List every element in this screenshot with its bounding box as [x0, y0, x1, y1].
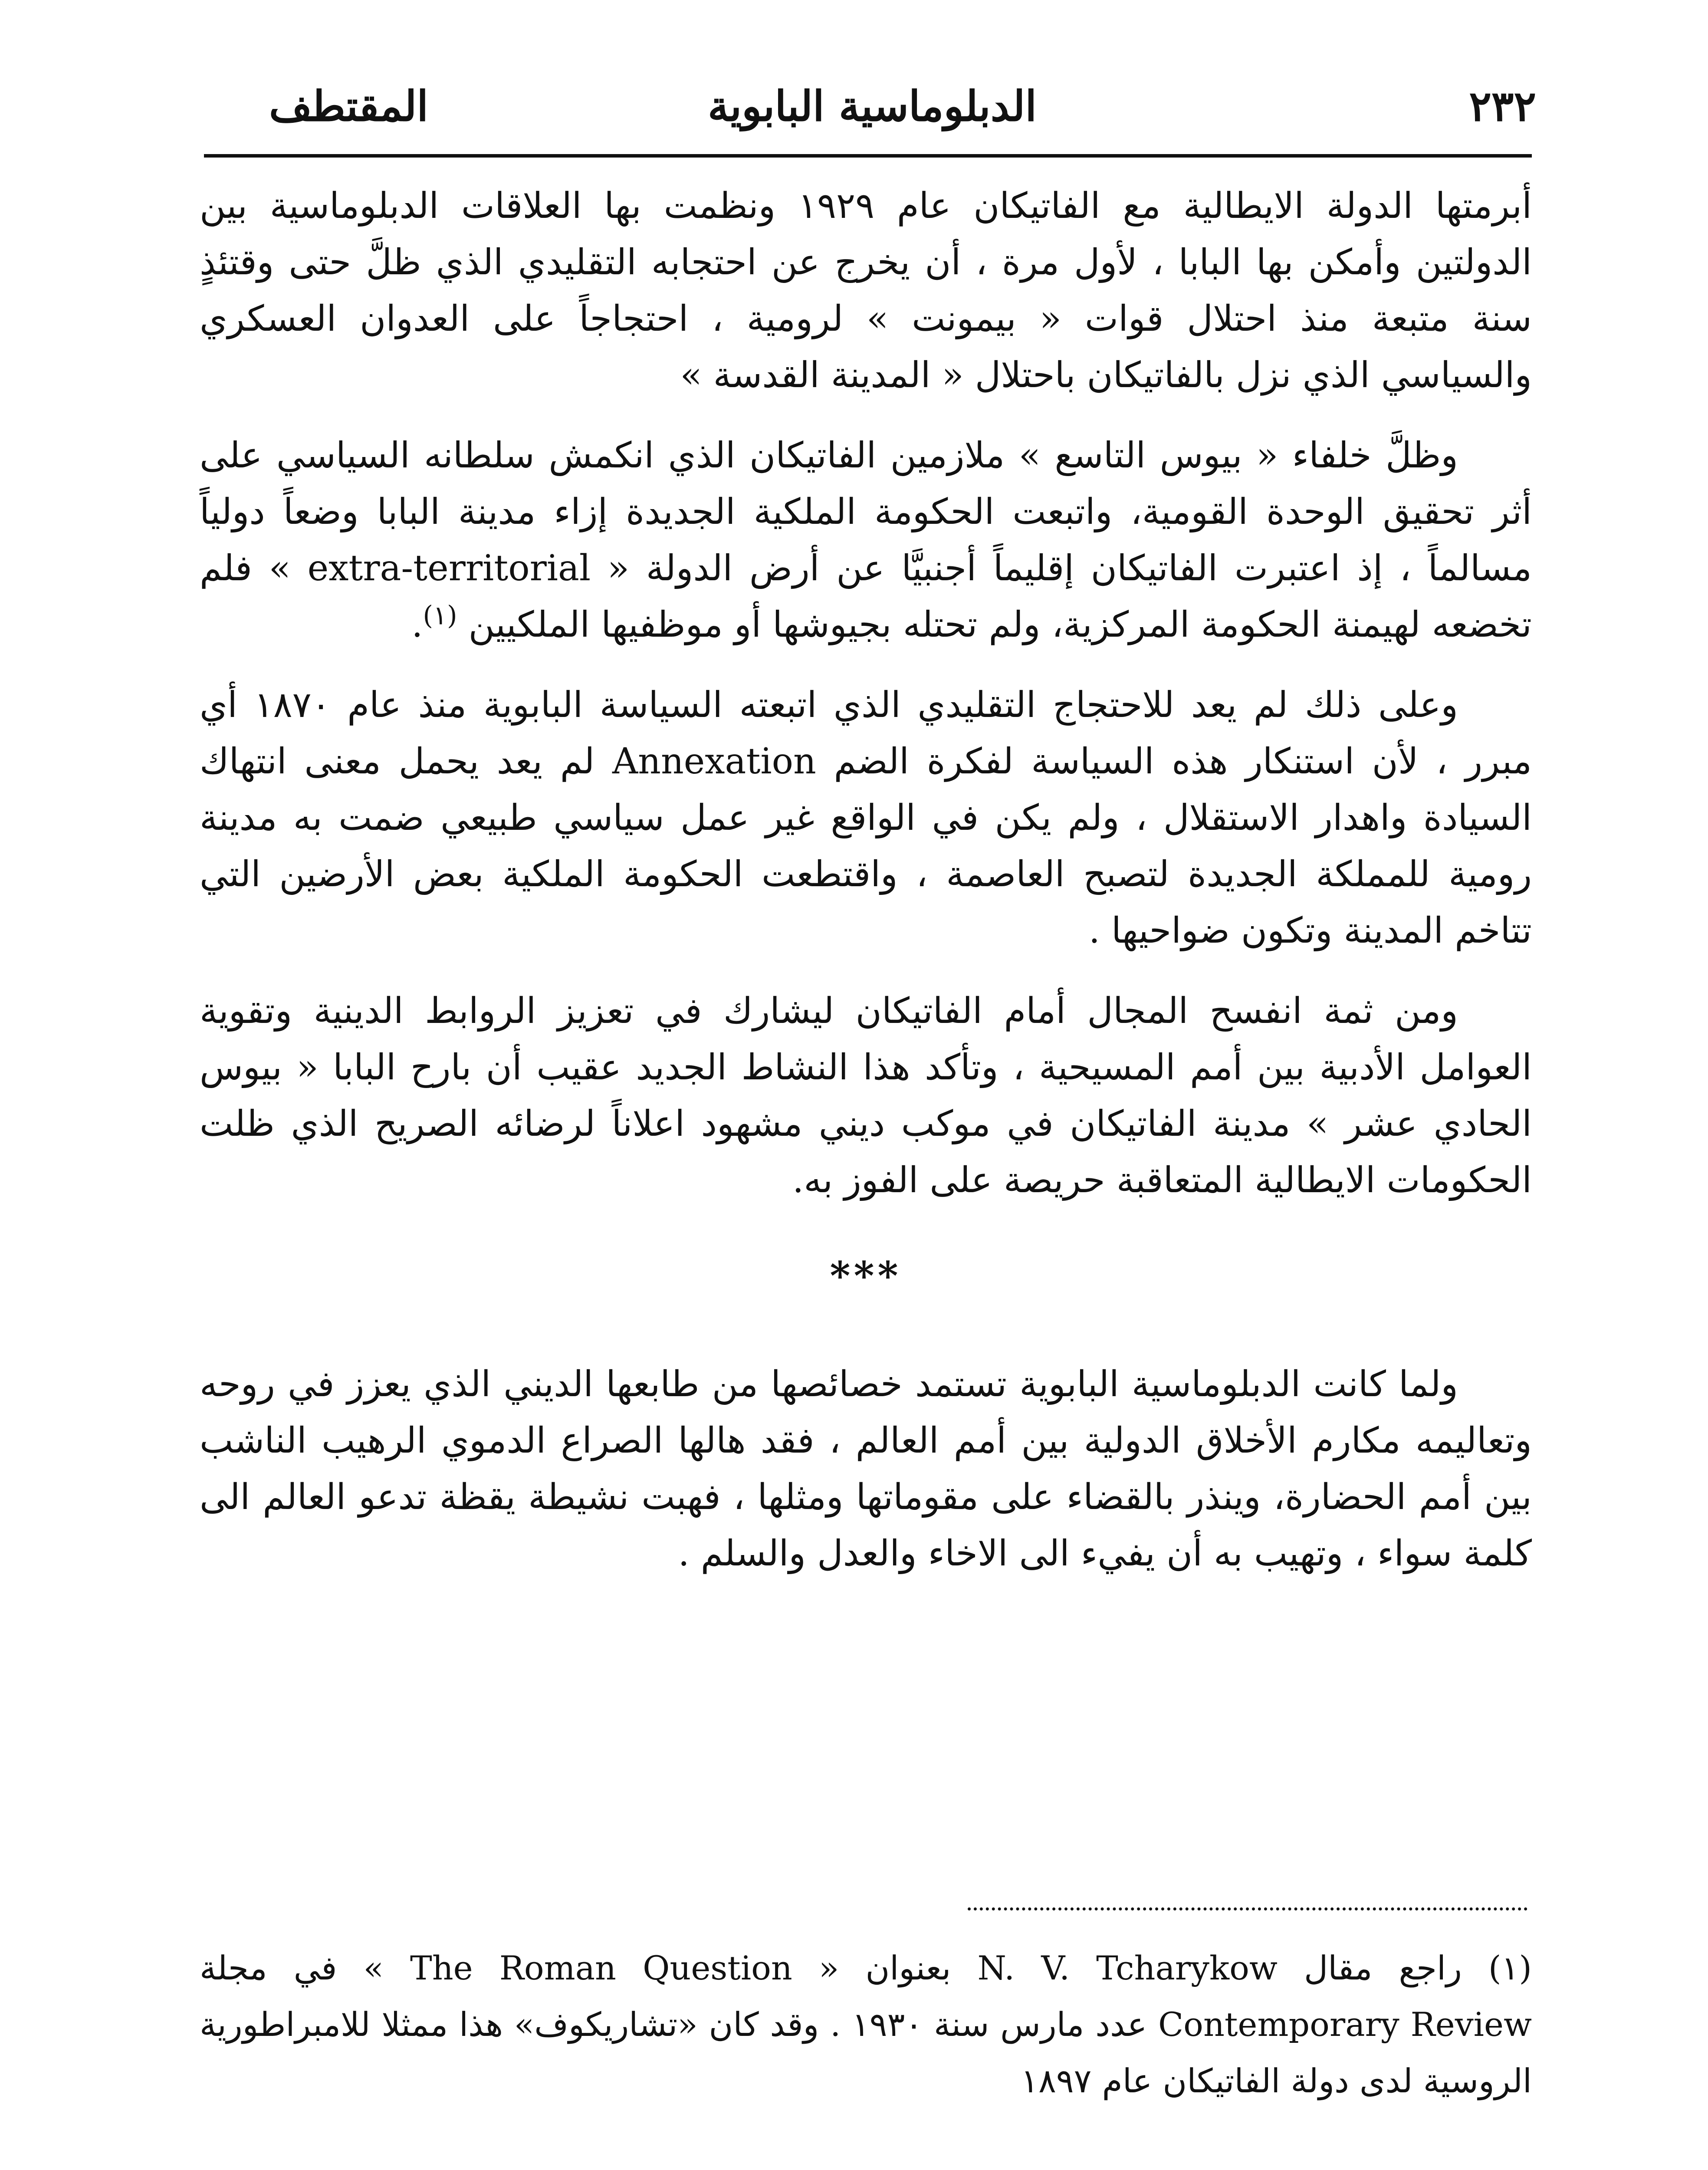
footnote-text: راجع مقال: [1277, 1949, 1488, 1987]
paragraph-text: وظلَّ خلفاء « بيوس التاسع » ملازمين الفاتيكان الذي انكمش سلطانه السياسي على أثر تحقيق الوحدة القومية، واتبعت الحكومة الملكية الجديدة إزاء مدينة البابا وضعاً دولياً مسالماً ، إذ اعتبرت الفاتيكان إقليماً أجنبيَّا عن أرض الدولة «: [200, 435, 1532, 589]
foreign-term: Annexation: [612, 741, 816, 782]
paragraph: [200, 983, 1532, 1209]
footnote-author: N. V. Tcharykow: [977, 1949, 1278, 1987]
footnote-article-title: The Roman Question: [410, 1949, 792, 1987]
page-number: ٢٣٢: [1469, 82, 1536, 131]
footnote-reference: (١): [423, 600, 457, 631]
paragraph-text: » فلم تخضعه لهيمنة الحكومة المركزية، ولم تحتله بجيوشها أو موظفيها الملكيين: [200, 548, 1532, 645]
footnote-text: بعنوان «: [792, 1949, 978, 1987]
header-rule: [204, 154, 1532, 158]
footnote-text: عدد مارس سنة ١٩٣٠ . وقد كان «تشاريكوف» هذا ممثلا للامبراطورية الروسية لدى دولة الفاتيكان عام ١٨٩٧: [200, 2005, 1532, 2100]
paragraph-text: لم يعد يحمل معنى انتهاك السيادة واهدار الاستقلال ، ولم يكن في الواقع غير عمل سياسي طبيعي ضمت به مدينة رومية للمملكة الجديدة لتصبح العاصمة ، واقتطعت الحكومة الملكية بعض الأرضين التي تتاخم المدينة وتكون ضواحيها .: [200, 741, 1532, 951]
paragraph: [200, 677, 1532, 959]
journal-name: المقتطف: [269, 82, 429, 131]
paragraph-text: .: [411, 604, 423, 645]
footnote-text: » في مجلة: [200, 1949, 411, 1987]
footnote-divider: [968, 1907, 1527, 1910]
footnote-label: (١): [1488, 1949, 1532, 1987]
page-header: [208, 76, 1536, 137]
paragraph: [200, 1356, 1532, 1582]
footnote: [200, 1940, 1532, 2109]
paragraph-text: أبرمتها الدولة الايطالية مع الفاتيكان عام ١٩٢٩ ونظمت بها العلاقات الدبلوماسية بين الدولتين وأمكن بها البابا ، لأول مرة ، أن يخرج عن احتجابه التقليدي الذي ظلَّ حتى وقتئذٍ سنة متبعة منذ احتلال قوات « بيمونت » لرومية ، احتجاجاً على العدوان العسكري والسياسي الذي نزل بالفاتيكان باحتلال « المدينة القدسة »: [200, 185, 1532, 396]
running-title: الدبلوماسية البابوية: [707, 82, 1037, 131]
paragraph-text: ولما كانت الدبلوماسية البابوية تستمد خصائصها من طابعها الديني الذي يعزز في روحه وتعاليمه مكارم الأخلاق الدولية بين أمم العالم ، فقد هالها الصراع الدموي الرهيب الناشب بين أمم الحضارة، وينذر بالقضاء على مقوماتها ومثلها ، فهبت نشيطة يقظة تدعو العالم الى كلمة سواء ، وتهيب به أن يفيء الى الاخاء والعدل والسلم .: [200, 1364, 1532, 1574]
section-separator: ***: [830, 1253, 902, 1299]
paragraph: [200, 427, 1532, 653]
footnote-journal: Contemporary Review: [1158, 2005, 1532, 2044]
article-body: [200, 178, 1532, 1606]
paragraph-text: وعلى ذلك لم يعد للاحتجاج التقليدي الذي اتبعته السياسة البابوية منذ عام ١٨٧٠ أي مبرر ، لأن استنكار هذه السياسة لفكرة الضم: [200, 684, 1532, 782]
paragraph: [200, 178, 1532, 404]
paragraph-text: ومن ثمة انفسح المجال أمام الفاتيكان ليشارك في تعزيز الروابط الدينية وتقوية العوامل الأدبية بين أمم المسيحية ، وتأكد هذا النشاط الجديد عقيب أن بارح البابا « بيوس الحادي عشر » مدينة الفاتيكان في موكب ديني مشهود اعلاناً لرضائه الصريح الذي ظلت الحكومات الايطالية المتعاقبة حريصة على الفوز به.: [200, 990, 1532, 1201]
foreign-term: extra-territorial: [307, 548, 591, 589]
